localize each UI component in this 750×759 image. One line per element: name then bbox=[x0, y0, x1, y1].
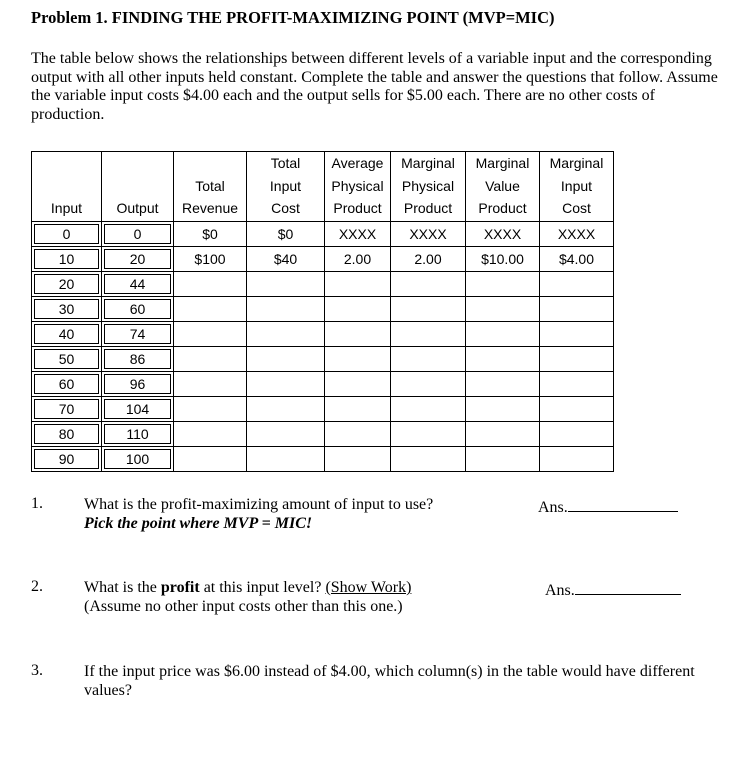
header-average-physical-product-line: Physical bbox=[331, 177, 384, 194]
table-row bbox=[32, 371, 614, 396]
cell-marginal-input-cost[interactable] bbox=[540, 321, 614, 346]
header-marginal-physical-product-line: Marginal bbox=[401, 155, 455, 171]
header-marginal-value-product-line: Product bbox=[478, 200, 527, 216]
header-marginal-input-cost-line: Input bbox=[560, 177, 593, 194]
cell-total-input-cost[interactable] bbox=[247, 296, 325, 321]
question-1-text: What is the profit-maximizing amount of input to use? bbox=[84, 496, 434, 513]
header-total-input-cost-line: Total bbox=[270, 155, 301, 171]
cell-total-input-cost: $0 bbox=[247, 221, 325, 246]
cell-total-revenue: $0 bbox=[174, 221, 247, 246]
cell-marginal-physical-product[interactable] bbox=[391, 446, 466, 471]
header-total-input-cost-line: Input bbox=[269, 177, 302, 194]
table-row bbox=[32, 396, 614, 421]
cell-total-input-cost[interactable] bbox=[247, 421, 325, 446]
cell-average-physical-product[interactable] bbox=[325, 296, 391, 321]
header-marginal-value-product bbox=[466, 152, 540, 222]
cell-marginal-value-product[interactable] bbox=[466, 321, 540, 346]
cell-input: 0 bbox=[32, 221, 102, 246]
cell-marginal-input-cost[interactable] bbox=[540, 296, 614, 321]
cell-total-revenue[interactable] bbox=[174, 296, 247, 321]
cell-output: 60 bbox=[102, 296, 174, 321]
cell-input: 10 bbox=[32, 246, 102, 271]
cell-output: 110 bbox=[102, 421, 174, 446]
cell-marginal-value-product[interactable] bbox=[466, 446, 540, 471]
question-2-answer-label: Ans. bbox=[545, 582, 575, 599]
question-2-line-1 bbox=[84, 578, 411, 597]
table-row bbox=[32, 346, 614, 371]
question-1-number: 1. bbox=[31, 495, 43, 512]
question-1-hint: Pick the point where MVP = MIC! bbox=[84, 515, 313, 532]
cell-output: 96 bbox=[102, 371, 174, 396]
cell-marginal-value-product[interactable] bbox=[466, 346, 540, 371]
cell-output: 74 bbox=[102, 321, 174, 346]
cell-marginal-input-cost: $4.00 bbox=[540, 246, 614, 271]
cell-total-input-cost[interactable] bbox=[247, 271, 325, 296]
cell-marginal-value-product: XXXX bbox=[466, 221, 540, 246]
cell-marginal-physical-product[interactable] bbox=[391, 371, 466, 396]
header-total-input-cost bbox=[247, 152, 325, 222]
table-header-row bbox=[32, 152, 614, 222]
question-2-text-before: What is the bbox=[84, 579, 161, 596]
cell-total-revenue[interactable] bbox=[174, 371, 247, 396]
cell-marginal-value-product[interactable] bbox=[466, 296, 540, 321]
cell-marginal-input-cost[interactable] bbox=[540, 396, 614, 421]
cell-average-physical-product[interactable] bbox=[325, 396, 391, 421]
table-row bbox=[32, 296, 614, 321]
cell-output: 20 bbox=[102, 246, 174, 271]
cell-marginal-input-cost[interactable] bbox=[540, 346, 614, 371]
header-marginal-physical-product-line: Physical bbox=[401, 177, 455, 194]
cell-total-revenue[interactable] bbox=[174, 271, 247, 296]
cell-marginal-value-product[interactable] bbox=[466, 371, 540, 396]
cell-marginal-value-product[interactable] bbox=[466, 396, 540, 421]
question-2-answer bbox=[545, 579, 681, 600]
table-row bbox=[32, 221, 614, 246]
problem-title: Problem 1. FINDING THE PROFIT-MAXIMIZING POINT (MVP=MIC) bbox=[31, 8, 555, 27]
cell-input: 80 bbox=[32, 421, 102, 446]
header-total-revenue bbox=[174, 152, 247, 222]
cell-total-revenue[interactable] bbox=[174, 421, 247, 446]
cell-marginal-input-cost[interactable] bbox=[540, 421, 614, 446]
header-input-line: Input bbox=[50, 200, 83, 216]
cell-marginal-physical-product: 2.00 bbox=[391, 246, 466, 271]
problem-intro: The table below shows the relationships between different levels of a variable input and the corresponding output with all other inputs held constant. Complete the table and answer the questions that follow. Assume the variable input costs $4.00 each and the output sells for $5.00 each. There are no other costs of production. bbox=[31, 50, 718, 123]
header-marginal-input-cost-line: Marginal bbox=[549, 155, 604, 171]
cell-output: 100 bbox=[102, 446, 174, 471]
cell-total-revenue[interactable] bbox=[174, 396, 247, 421]
cell-average-physical-product[interactable] bbox=[325, 421, 391, 446]
question-2-show-work: (Show Work) bbox=[325, 579, 412, 596]
question-2-text-bold: profit bbox=[160, 579, 200, 596]
cell-average-physical-product[interactable] bbox=[325, 446, 391, 471]
cell-input: 20 bbox=[32, 271, 102, 296]
header-marginal-input-cost-line: Cost bbox=[562, 200, 591, 216]
cell-average-physical-product[interactable] bbox=[325, 321, 391, 346]
cell-input: 50 bbox=[32, 346, 102, 371]
table-row bbox=[32, 421, 614, 446]
cell-marginal-physical-product[interactable] bbox=[391, 296, 466, 321]
cell-marginal-physical-product[interactable] bbox=[391, 346, 466, 371]
header-marginal-value-product-line: Marginal bbox=[475, 155, 530, 171]
cell-output: 86 bbox=[102, 346, 174, 371]
cell-total-input-cost[interactable] bbox=[247, 446, 325, 471]
question-1-answer-line[interactable] bbox=[568, 496, 678, 512]
cell-total-revenue[interactable] bbox=[174, 321, 247, 346]
header-marginal-input-cost bbox=[540, 152, 614, 222]
table-row bbox=[32, 246, 614, 271]
cell-marginal-physical-product[interactable] bbox=[391, 396, 466, 421]
header-marginal-value-product-line: Value bbox=[485, 177, 520, 194]
cell-average-physical-product[interactable] bbox=[325, 371, 391, 396]
header-marginal-physical-product-line: Product bbox=[403, 200, 453, 216]
cell-marginal-input-cost[interactable] bbox=[540, 371, 614, 396]
cell-marginal-value-product[interactable] bbox=[466, 421, 540, 446]
question-1 bbox=[84, 495, 433, 533]
cell-total-revenue: $100 bbox=[174, 246, 247, 271]
table-body bbox=[32, 152, 614, 472]
cell-average-physical-product: 2.00 bbox=[325, 246, 391, 271]
header-marginal-physical-product bbox=[391, 152, 466, 222]
header-total-revenue-line: Revenue bbox=[181, 200, 239, 216]
table-row bbox=[32, 321, 614, 346]
header-input bbox=[32, 152, 102, 222]
question-2-number: 2. bbox=[31, 578, 43, 595]
cell-input: 70 bbox=[32, 396, 102, 421]
cell-total-input-cost[interactable] bbox=[247, 371, 325, 396]
cell-total-input-cost: $40 bbox=[247, 246, 325, 271]
header-total-revenue-line: Total bbox=[195, 177, 225, 194]
cell-total-input-cost[interactable] bbox=[247, 346, 325, 371]
question-2-line-2: (Assume no other input costs other than this one.) bbox=[84, 598, 403, 615]
table-row bbox=[32, 446, 614, 471]
header-average-physical-product bbox=[325, 152, 391, 222]
cell-input: 30 bbox=[32, 296, 102, 321]
cell-input: 60 bbox=[32, 371, 102, 396]
header-output-line: Output bbox=[116, 200, 159, 216]
header-average-physical-product-line: Product bbox=[333, 200, 382, 216]
cell-marginal-input-cost: XXXX bbox=[540, 221, 614, 246]
cell-marginal-physical-product: XXXX bbox=[391, 221, 466, 246]
cell-marginal-value-product[interactable] bbox=[466, 271, 540, 296]
header-total-input-cost-line: Cost bbox=[271, 200, 300, 216]
question-2-answer-line[interactable] bbox=[575, 579, 681, 595]
cell-output: 44 bbox=[102, 271, 174, 296]
cell-input: 40 bbox=[32, 321, 102, 346]
cell-marginal-input-cost[interactable] bbox=[540, 446, 614, 471]
cell-total-input-cost[interactable] bbox=[247, 321, 325, 346]
cell-average-physical-product: XXXX bbox=[325, 221, 391, 246]
cell-total-input-cost[interactable] bbox=[247, 396, 325, 421]
cell-total-revenue[interactable] bbox=[174, 446, 247, 471]
data-table bbox=[31, 151, 614, 472]
header-average-physical-product-line: Average bbox=[331, 155, 384, 171]
cell-marginal-physical-product[interactable] bbox=[391, 271, 466, 296]
cell-marginal-physical-product[interactable] bbox=[391, 321, 466, 346]
cell-marginal-physical-product[interactable] bbox=[391, 421, 466, 446]
question-2 bbox=[84, 578, 411, 616]
cell-marginal-input-cost[interactable] bbox=[540, 271, 614, 296]
question-1-answer-label: Ans. bbox=[538, 499, 568, 516]
cell-output: 0 bbox=[102, 221, 174, 246]
question-2-text-middle: at this input level? bbox=[199, 579, 326, 596]
cell-average-physical-product[interactable] bbox=[325, 271, 391, 296]
question-3-text: If the input price was $6.00 instead of $4.00, which column(s) in the table would have different values? bbox=[84, 663, 695, 699]
cell-output: 104 bbox=[102, 396, 174, 421]
cell-input: 90 bbox=[32, 446, 102, 471]
table-row bbox=[32, 271, 614, 296]
cell-average-physical-product[interactable] bbox=[325, 346, 391, 371]
question-1-answer bbox=[538, 496, 678, 517]
header-output bbox=[102, 152, 174, 222]
question-3-number: 3. bbox=[31, 662, 43, 679]
cell-marginal-value-product: $10.00 bbox=[466, 246, 540, 271]
cell-total-revenue[interactable] bbox=[174, 346, 247, 371]
